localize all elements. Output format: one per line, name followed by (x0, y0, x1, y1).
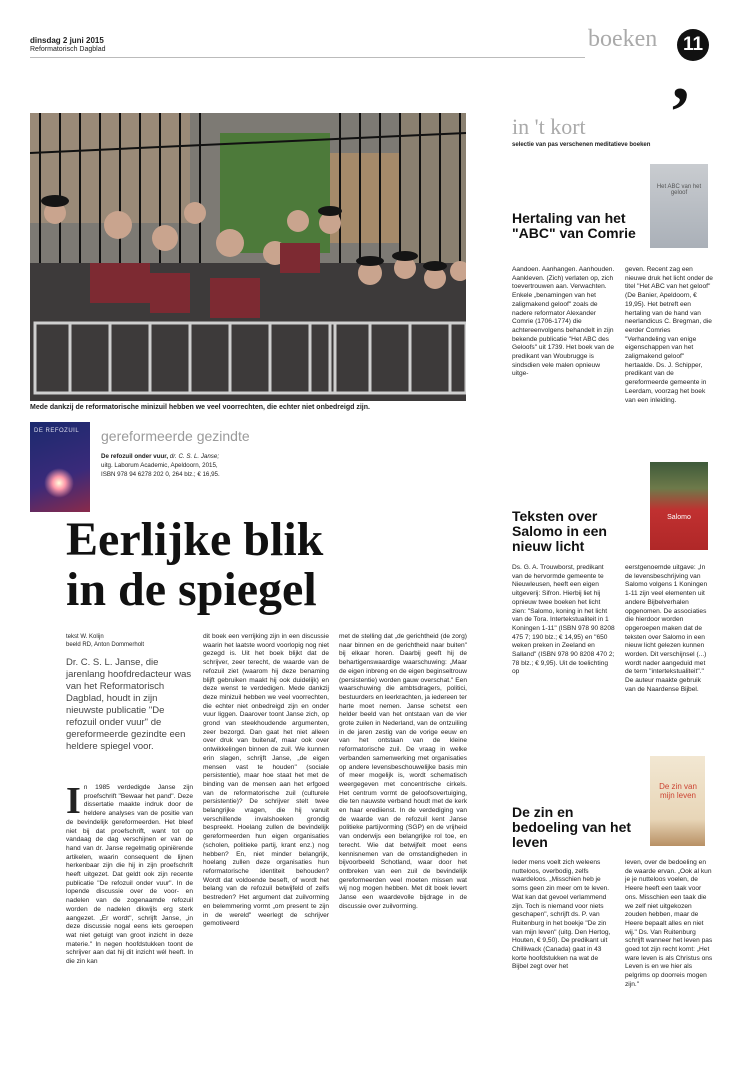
page-number: 11 (677, 29, 709, 61)
rail-item-3-heading: De zin en bedoeling van het leven (512, 804, 632, 850)
photo-caption: Mede dankzij de reformatorische minizuil hebben we veel voorrechten, die echter niet onbedreigd zijn. (30, 404, 370, 411)
rail-item-3-col-1: Ieder mens voelt zich weleens nutteloos, overbodig, zelfs waardeloos. „Misschien heb je soms geen zin meer om te leven. Wat kan dat gevoel verlammend zijn. Toch is niemand voor niets geschapen", schrijft ds. P. van Ruitenburg in het boekje "De zin van mijn leven" (uitg. Den Hertog, Houten, € 9,50). De predikant uit Chilliwack (Canada) gaat in 43 korte hoofdstukken na wat de Bijbel zegt over het (512, 859, 611, 971)
comma-logo: , (672, 38, 690, 115)
newspaper-name: Reformatorisch Dagblad (30, 46, 106, 53)
rail-title: in 't kort (512, 114, 586, 139)
book-author: dr. C. S. L. Janse; (168, 453, 220, 460)
book-cover-zin-title: De zin van mijn leven (659, 782, 697, 800)
rail-item-2-col-2: eerstgenoemde uitgave: „In de levensbeschrijving van Salomo volgens 1 Koningen 1-11 zijn veel elementen uit andere Bijbelverhalen opgenomen. De associaties die hierdoor worden opgeroepen maken dat de teksten over Salomo in een nieuw licht gelezen kunnen worden. Dit verschijnsel (...) wordt nader aangeduid met de term "intertekstualiteit"." De auteur maakte gebruik van de Naardense Bijbel. (625, 564, 708, 693)
article-column-3: met de stelling dat „de gerichtheid (de zorg) naar binnen en de gerichtheid naar buiten" bij elkaar horen. Daarbij geeft hij de behartigenswaardige waarschuwing: „Maar de eigen inbreng en de eigen beginseltrouw (persistentie) worden gauw overschat." Een waarschuwing die ambtsdragers, politici, bestuurders en leerkrachten, ja iedereen ter harte moet nemen. Janse schetst een helder beeld van het ontstaan van de vier grote zuilen in Nederland, van de ontzuiling in de jaren zestig van de vorige eeuw en van het ontstaan van de kleine reformatorische zuil. De vraag in welke verbanden samenwerking met organisaties op andere levensbeschouwelijke basis min of meer mogelijk is, wordt schematisch weergegeven met concentrische cirkels. Het centrum vormt de geloofsovertuiging, die ten nauwste verband houdt met de kerk en haar erediienst. In de verdediging van de waarde van de refozuil kent Janse politieke partijvorming (SGP) en de vrijheid van onderwijs een belangrijke rol toe, en terecht. Wie dat betwijfelt moet eens kennisnemen van de omstandigheden in bijvoorbeeld Schotland, waar door het ontbreken van een zuil de bevindelijk gereformeerden veel moeten missen wat wij nog mogen hebben. Met dit boek levert Janse een waardevolle bijdrage in de discussie over zuilvorming. (339, 633, 467, 910)
article-column-1 (66, 780, 193, 967)
byline-photo: beeld RD, Anton Dommerholt (66, 642, 145, 648)
book-cover-zin (650, 756, 705, 846)
photo-illustration (30, 113, 466, 401)
book-cover-abc (650, 164, 708, 248)
rail-item-2-col-1: Ds. G. A. Trouwborst, predikant van de hervormde gemeente te Nieuwleusen, heeft een eigen uitgeverij: Sifron. Hierbij liet hij opnieuw twee boeken het licht zien: "Salomo, koning in het licht van de Tora. Intertekstualiteit in 1 Koningen 1-11" (ISBN 978 90 8208 475 7; 190 blz.; € 14,95) en "650 weken preken in Zeeland en Salland" (ISBN 978 90 8208 470 2; 78 blz.; € 9,95). Uit de toelichting op (512, 564, 615, 676)
book-cover-art (44, 468, 74, 498)
book-title: De refozuil onder vuur, (101, 453, 169, 460)
book-cover-title: DE REFOZUIL (34, 428, 80, 434)
article-intro: Dr. C. S. L. Janse, die jarenlang hoofdredacteur was van het Reformatorisch Dagblad, houdt in zijn nieuwste publicatie "De refozuil onder vuur" de gereformeerde gezindte een heldere spiegel voor. (66, 657, 192, 752)
book-cover-salomo (650, 462, 708, 550)
byline (66, 633, 144, 649)
article-column-1-text: n 1985 verdedigde Janse zijn proefschrift "Bewaar het pand". Deze dissertatie maakte indruk door de heldere analyses van de positie van de bevindelijk gereformeerden. Het bleef niet bij dat proefschrift, want tot op vandaag de dag verschijnen er van de hand van dr. Janse regelmatig opiniërende artikelen, waarin consequent de lijnen herkenbaar zijn die hij in zijn proefschrift heeft uitgezet. Dat geldt ook zijn recente publicatie "De refozuil onder vuur". In de lopende discussie over de voor- en nadelen van de zogenaamde refozuil worden de nadelen dikwijls erg sterk aangezet. „Er wordt", schrijft Janse, „in deze discussie nogal eens iets geroepen wat niet getuigt van groot inzicht in deze materie." In negen hoofdstukken toont de schrijver aan dat hij dit inzicht wél heeft. In die zin kan (66, 784, 193, 966)
main-photo (30, 113, 466, 401)
headline-line-1: Eerlijke blik (66, 513, 324, 566)
article-headline (66, 515, 456, 615)
rail-item-1-col-2: geven. Recent zag een nieuwe druk het licht onder de titel "Het ABC van het geloof" (De Banier, Apeldoorn, € 19,95). Het betreft een hertaling van de hand van neerlandicus C. Bregman, die eerder Comries "Verhandeling van enige eigenschappen van het zaligmakend geloof" hertaalde. Ds. J. Schipper, predikant van de gereformeerde gemeente in Leerdam, voorzag het boek van een inleiding. (625, 266, 713, 404)
book-cover-refozuil (30, 422, 90, 512)
header-divider (30, 57, 585, 58)
headline-line-2: in de spiegel (66, 563, 317, 616)
rail-subtitle: selectie van pas verschenen meditatieve boeken (512, 142, 651, 148)
section-title: boeken (588, 26, 658, 52)
rail-item-2-heading: Teksten over Salomo in een nieuw licht (512, 508, 607, 554)
book-cover-abc-title: Het ABC van het geloof (656, 184, 702, 196)
rail-item-3-col-2: leven, over de bedoeling en de waarde ervan. „Ook al kun je je nutteloos voelen, de Heere heeft een taak voor ons. Misschien een taak die we zelf niet uitgekozen zouden hebben, maar de Heere bepaalt alles en niet wij." Ds. Van Ruitenburg schrijft wanneer het leven pas goed tot zijn recht komt: „Het ware leven is als Christus ons Leven is en we hier als pelgrims op doorreis mogen zijn." (625, 859, 713, 988)
rail-item-1-col-1: Aandoen. Aanhangen. Aanhouden. Aankleven. (Zich) verlaten op, zich toevertrouwen aan. Verwachten. Enkele „benamingen van het zaligmakend geloof" zoals de nadere reformator Alexander Comrie (1706-1774) die achtereenvolgens behandelt in zijn bekende publicatie "Het ABC des Geloofs" uit 1739. Het boek van de predikant van Woubrugge is sindsdien vele malen opnieuw uitge- (512, 266, 615, 378)
book-info (101, 452, 331, 479)
book-cover-salomo-title: Salomo (667, 514, 691, 521)
rail-item-1-heading: Hertaling van het "ABC" van Comrie (512, 210, 636, 241)
byline-text: tekst W. Kolijn (66, 634, 104, 640)
book-publisher: uitg. Laborum Academic, Apeldoorn, 2015, (101, 462, 218, 469)
issue-date: dinsdag 2 juni 2015 (30, 36, 104, 45)
article-column-2: dit boek een verrijking zijn in een discussie waarin het laatste woord voorlopig nog niet gezegd is. Uit het boek blijkt dat de schrijver, zeer terecht, de waarde van de refozuil ziet (waarom hij deze benaming blijft gebruiken maakt hij ook duidelijk) en deze wenst te verdedigen. Mede dankzij deze minizuil hebben we veel voorrechten, die echter niet onbedreigd zijn en onder vuur liggen. Daarover toont Janse zich, op grond van steekhoudende argumenten, zeer bezorgd. Dan gaat het niet alleen over druk van buitenaf, maar ook over ontwikkelingen binnen de zuil. We kunnen erin slagen, schrijft Janse, „de eigen mensen vast te houden" (sociale persistentie), maar hoe staat het met de binding van de mensen aan het erfgoed van de reformatorische zuil (culturele persistentie)? De schrijver stelt twee belangrijke vragen, die hij vanuit verschillende invalshoeken grondig bespreekt. Hoelang zullen de bevindelijk gereformeerden hun eigen organisaties (scholen, politieke partij, krant enz.) nog hebben? En, niet minder belangrijk, hoelang zullen deze organisaties hun reformatorische identiteit behouden? Wordt dat voldoende beseft, of wordt het belang van de refozuil betwijfeld of zelfs bestreden? Het argument dat zuilvorming en belemmering vormt „om present te zijn in de wereld" weerlegt de schrijver gemotiveerd (203, 633, 329, 928)
drop-cap: I (66, 780, 81, 822)
book-isbn: ISBN 978 94 6278 202 0, 264 blz.; € 16,95. (101, 471, 220, 478)
article-kicker: gereformeerde gezindte (101, 428, 250, 444)
